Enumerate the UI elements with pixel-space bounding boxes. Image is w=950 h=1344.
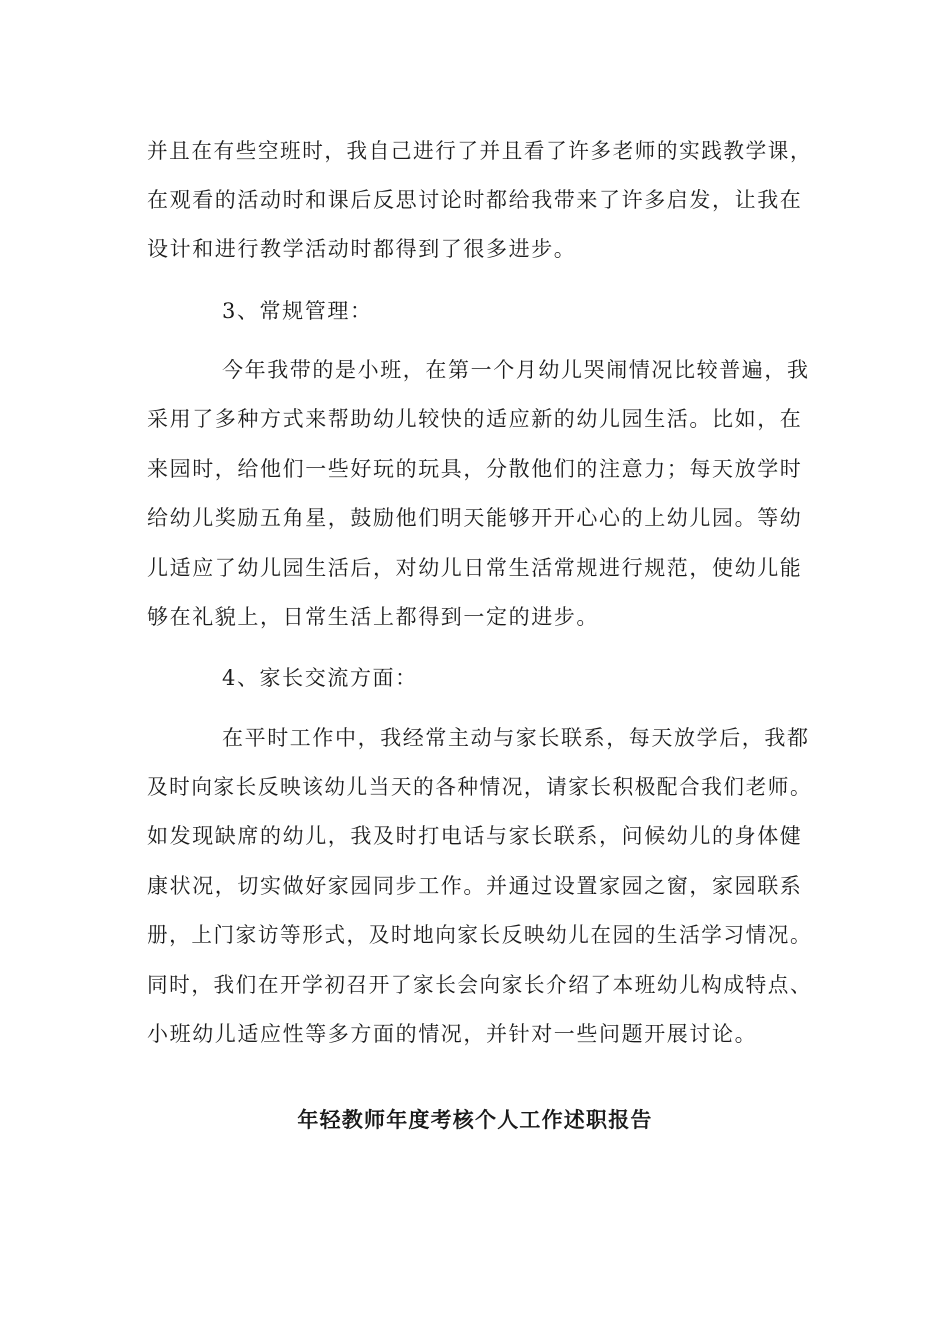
paragraph-line: 够在礼貌上，日常生活上都得到一定的进步。 — [147, 605, 599, 629]
section-heading-3: 3、常规管理： — [222, 299, 373, 323]
paragraph-line: 并且在有些空班时，我自己进行了并且看了许多老师的实践教学课， — [147, 139, 813, 163]
paragraph-line: 在平时工作中，我经常主动与家长联系，每天放学后，我都 — [222, 726, 810, 750]
paragraph-line: 及时向家长反映该幼儿当天的各种情况，请家长积极配合我们老师。 — [147, 775, 813, 799]
paragraph-line: 小班幼儿适应性等多方面的情况，并针对一些问题开展讨论。 — [147, 1022, 758, 1046]
paragraph-line: 儿适应了幼儿园生活后，对幼儿日常生活常规进行规范，使幼儿能 — [147, 556, 803, 580]
paragraph-line: 今年我带的是小班，在第一个月幼儿哭闹情况比较普遍，我 — [222, 358, 810, 382]
paragraph-line: 在观看的活动时和课后反思讨论时都给我带来了许多启发，让我在 — [147, 188, 803, 212]
paragraph-line: 设计和进行教学活动时都得到了很多进步。 — [147, 237, 577, 261]
paragraph-line: 来园时，给他们一些好玩的玩具，分散他们的注意力；每天放学时 — [147, 457, 803, 481]
paragraph-line: 册，上门家访等形式，及时地向家长反映幼儿在园的生活学习情况。 — [147, 923, 813, 947]
paragraph-line: 给幼儿奖励五角星，鼓励他们明天能够开开心心的上幼儿园。等幼 — [147, 506, 803, 530]
section-heading-4: 4、家长交流方面： — [222, 666, 418, 690]
paragraph-line: 采用了多种方式来帮助幼儿较快的适应新的幼儿园生活。比如，在 — [147, 407, 803, 431]
paragraph-line: 同时，我们在开学初召开了家长会向家长介绍了本班幼儿构成特点、 — [147, 973, 813, 997]
paragraph-line: 如发现缺席的幼儿，我及时打电话与家长联系，问候幼儿的身体健 — [147, 824, 803, 848]
paragraph-line: 康状况，切实做好家园同步工作。并通过设置家园之窗，家园联系 — [147, 874, 803, 898]
report-title: 年轻教师年度考核个人工作述职报告 — [297, 1107, 653, 1132]
